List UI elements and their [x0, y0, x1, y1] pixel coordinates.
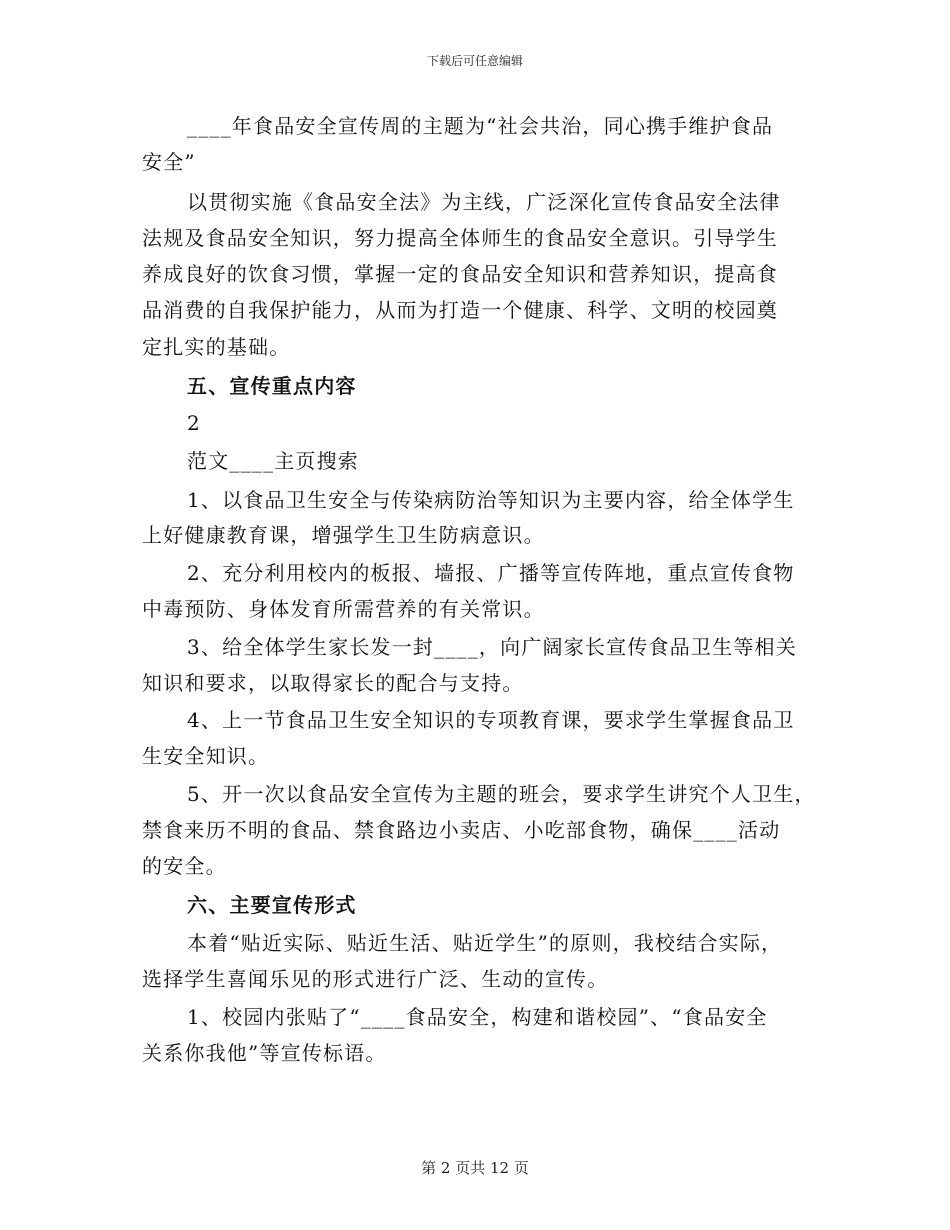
paragraph-line: ____年食品安全宣传周的主题为“社会共治，同心携手维护食品 — [187, 114, 774, 138]
page-footer: 第 2 页共 12 页 — [421, 1159, 529, 1177]
paragraph-line: 3、给全体学生家长发一封____，向广阔家长宣传食品卫生等相关 — [187, 635, 797, 659]
paragraph-line: 品消费的自我保护能力，从而为打造一个健康、科学、文明的校园奠 — [142, 298, 778, 322]
paragraph-line: 上好健康教育课，增强学生卫生防病意识。 — [142, 523, 545, 547]
paragraph-line: 2、充分利用校内的板报、墙报、广播等宣传阵地，重点宣传食物 — [187, 561, 795, 585]
search-text: 范文____主页搜索 — [187, 449, 359, 473]
paragraph-line: 选择学生喜闻乐见的形式进行广泛、生动的宣传。 — [142, 967, 609, 991]
page-number-fragment: 2 — [187, 411, 201, 435]
section-heading: 五、宣传重点内容 — [187, 374, 357, 398]
paragraph-line: 1、以食品卫生安全与传染病防治等知识为主要内容，给全体学生 — [187, 488, 795, 512]
paragraph-line: 养成良好的饮食习惯，掌握一定的食品安全知识和营养知识，提高食 — [142, 262, 778, 286]
paragraph-line: 安全” — [142, 150, 196, 174]
paragraph-line: 中毒预防、身体发育所需营养的有关常识。 — [142, 597, 545, 621]
paragraph-line: 4、上一节食品卫生安全知识的专项教育课，要求学生掌握食品卫 — [187, 708, 795, 732]
paragraph-line: 5、开一次以食品安全宣传为主题的班会，要求学生讲究个人卫生， — [187, 782, 816, 806]
paragraph-line: 1、校园内张贴了“____食品安全，构建和谐校园”、“食品安全 — [187, 1005, 768, 1029]
paragraph-line: 禁食来历不明的食品、禁食路边小卖店、小吃部食物，确保____活动 — [142, 818, 781, 842]
paragraph-line: 的安全。 — [142, 854, 227, 878]
section-heading: 六、主要宣传形式 — [187, 893, 357, 917]
paragraph-line: 定扎实的基础。 — [142, 335, 291, 359]
paragraph-line: 生安全知识。 — [142, 744, 270, 768]
page-header: 下载后可任意编辑 — [426, 54, 523, 68]
paragraph-line: 知识和要求，以取得家长的配合与支持。 — [142, 671, 524, 695]
paragraph-line: 法规及食品安全知识，努力提高全体师生的食品安全意识。引导学生 — [142, 226, 778, 250]
paragraph-line: 以贯彻实施《食品安全法》为主线，广泛深化宣传食品安全法律 — [187, 190, 781, 214]
paragraph-line: 关系你我他”等宣传标语。 — [142, 1041, 387, 1065]
paragraph-line: 本着“贴近实际、贴近生活、贴近学生”的原则，我校结合实际， — [187, 931, 783, 955]
